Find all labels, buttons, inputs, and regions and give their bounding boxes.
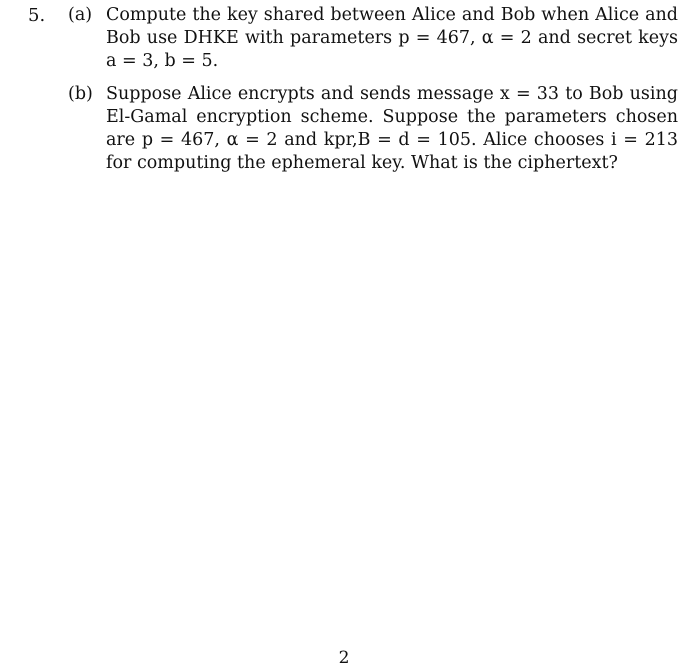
- problem-part-a: [68, 4, 678, 73]
- part-b-text: Suppose Alice encrypts and sends message x = 33 to Bob using El-Gamal encryption scheme. Suppose the parameters chosen are p = 467, α = 2 and kpr,B = d = 105. Alice chooses i = 213 for computing the ephemeral key. What is the ciphertext?: [106, 84, 678, 173]
- page-number: 2: [338, 648, 350, 668]
- part-a-text: Compute the key shared between Alice and Bob when Alice and Bob use DHKE with parameters p = 467, α = 2 and secret keys a = 3, b = 5.: [106, 5, 678, 71]
- problem-number: 5.: [28, 5, 46, 26]
- problem-part-b: [68, 83, 678, 175]
- problem-5: [28, 4, 678, 175]
- part-b-label: (b): [68, 84, 93, 104]
- part-a-label: (a): [68, 5, 93, 25]
